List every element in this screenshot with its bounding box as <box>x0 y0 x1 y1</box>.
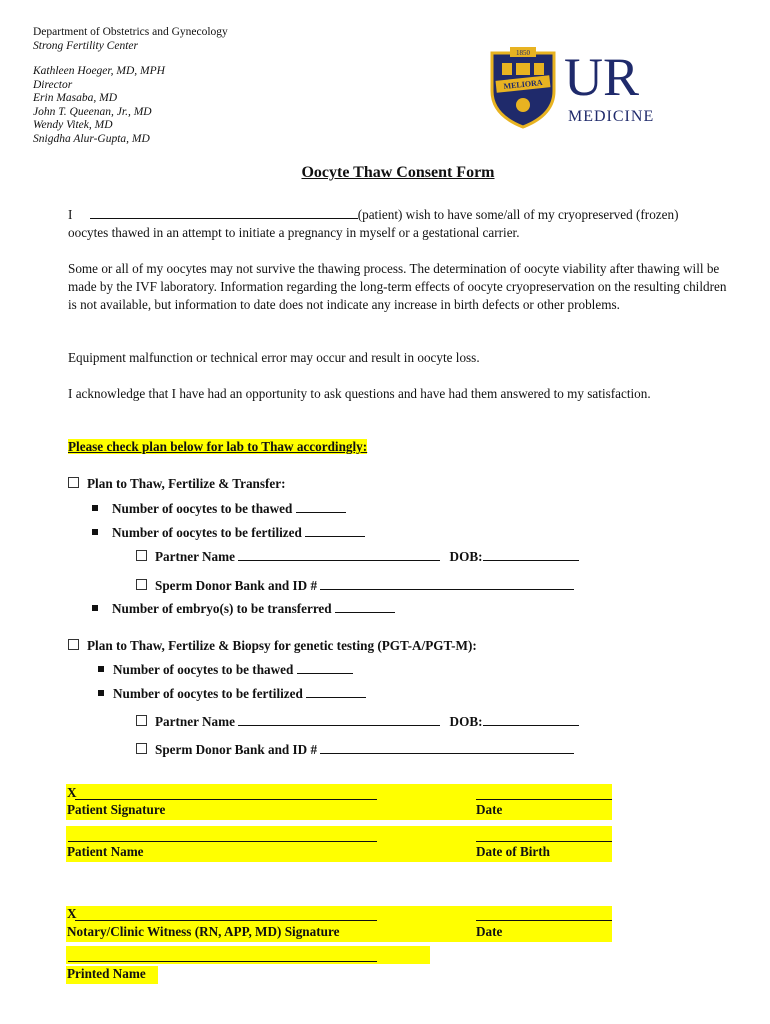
patient-signature-line[interactable] <box>75 799 377 800</box>
department: Department of Obstetrics and Gynecology <box>33 26 228 38</box>
paragraph-equipment: Equipment malfunction or technical error may occur and result in oocyte loss. <box>68 350 480 365</box>
plan1-partner-blank[interactable] <box>238 548 440 561</box>
logo-brand: UR <box>564 47 640 107</box>
plan2-fertilized-row <box>98 685 366 702</box>
dob-line[interactable] <box>476 841 612 842</box>
witness-date-label: Date <box>476 924 503 939</box>
staff-0: Kathleen Hoeger, MD, MPH <box>33 65 165 77</box>
intro-paragraph <box>68 206 728 242</box>
plan1-partner-row <box>136 548 579 565</box>
staff-3: John T. Queenan, Jr., MD <box>33 105 152 118</box>
witness-x-mark: X <box>67 906 77 921</box>
plan1-partner-label: Partner Name <box>155 549 235 564</box>
patient-name-line[interactable] <box>68 841 377 842</box>
bullet-icon <box>98 690 104 696</box>
date-of-birth-label: Date of Birth <box>476 844 550 859</box>
plan1-embryos-blank[interactable] <box>335 600 395 613</box>
patient-date-line[interactable] <box>476 799 612 800</box>
staff-4: Wendy Vitek, MD <box>33 119 113 131</box>
plan1-donor-checkbox[interactable] <box>136 579 147 590</box>
logo-sub: MEDICINE <box>568 108 655 125</box>
plan2-partner-blank[interactable] <box>238 713 440 726</box>
plan2-thawed-label: Number of oocytes to be thawed <box>113 662 294 677</box>
plan1-embryos-label: Number of embryo(s) to be transferred <box>112 601 332 616</box>
page-title: Oocyte Thaw Consent Form <box>301 164 495 181</box>
plan2-partner-checkbox[interactable] <box>136 715 147 726</box>
plan1-donor-row <box>136 577 574 594</box>
patient-x-mark: X <box>67 785 77 800</box>
patient-name-blank[interactable] <box>90 206 358 219</box>
patient-signature-label: Patient Signature <box>67 802 166 817</box>
plan2-thawed-blank[interactable] <box>297 661 353 674</box>
intro-suffix: (patient) wish to have some/all of my cryopreserved (frozen) <box>357 207 679 222</box>
plan2-dob-blank[interactable] <box>483 713 579 726</box>
plan1-title: Plan to Thaw, Fertilize & Transfer: <box>87 476 286 491</box>
letterhead <box>33 26 228 146</box>
logo-motto: MELIORA <box>503 77 543 92</box>
plan1-checkbox[interactable] <box>68 477 79 488</box>
plan1-fertilized-row <box>92 524 365 541</box>
plan2-donor-label: Sperm Donor Bank and ID # <box>155 742 318 757</box>
bullet-icon <box>92 505 98 511</box>
bullet-icon <box>98 666 104 672</box>
plan1-donor-label: Sperm Donor Bank and ID # <box>155 578 318 593</box>
intro-prefix: I <box>68 207 73 222</box>
printed-name-line[interactable] <box>68 961 377 962</box>
printed-name-label: Printed Name <box>67 966 146 981</box>
plan2-checkbox[interactable] <box>68 639 79 650</box>
paragraph-acknowledge: I acknowledge that I have had an opportunity to ask questions and have had them answered to my satisfaction. <box>68 386 651 401</box>
plan1-thawed-row <box>92 500 346 517</box>
plan2-option[interactable] <box>68 638 477 654</box>
center-name: Strong Fertility Center <box>33 39 138 52</box>
plan2-donor-checkbox[interactable] <box>136 743 147 754</box>
paragraph-viability: Some or all of my oocytes may not survive the thawing process. The determination of oocyte viability after thawing will be made by the IVF laboratory. Information regarding the long-term effects of oocyte cryopreservation on the resulting children is not available, but information to date does not indicate any increase in birth defects or other problems. <box>68 261 727 312</box>
patient-name-label: Patient Name <box>67 844 144 859</box>
plan2-fertilized-blank[interactable] <box>306 685 366 698</box>
bullet-icon <box>92 605 98 611</box>
plan2-fertilized-label: Number of oocytes to be fertilized <box>113 686 303 701</box>
instruction <box>68 438 728 456</box>
witness-date-line[interactable] <box>476 920 612 921</box>
bullet-icon <box>92 529 98 535</box>
plan1-dob-label: DOB: <box>449 549 483 564</box>
logo-year: 1850 <box>516 49 530 57</box>
plan2-donor-blank[interactable] <box>320 741 574 754</box>
plan1-embryos-row <box>92 600 395 617</box>
staff-1: Director <box>33 78 73 91</box>
plan1-fertilized-label: Number of oocytes to be fertilized <box>112 525 302 540</box>
ur-medicine-logo <box>488 45 678 130</box>
plan1-thawed-label: Number of oocytes to be thawed <box>112 501 293 516</box>
plan2-donor-row <box>136 741 574 758</box>
plan1-partner-checkbox[interactable] <box>136 550 147 561</box>
plan2-partner-label: Partner Name <box>155 714 235 729</box>
staff-2: Erin Masaba, MD <box>33 92 118 104</box>
plan1-fertilized-blank[interactable] <box>305 524 365 537</box>
plan2-title: Plan to Thaw, Fertilize & Biopsy for genetic testing (PGT-A/PGT-M): <box>87 638 477 653</box>
plan1-option[interactable] <box>68 476 286 492</box>
intro-line2: oocytes thawed in an attempt to initiate a pregnancy in myself or a gestational carrier. <box>68 225 520 240</box>
plan2-dob-label: DOB: <box>449 714 483 729</box>
staff-5: Snigdha Alur-Gupta, MD <box>33 132 150 145</box>
plan1-donor-blank[interactable] <box>320 577 574 590</box>
plan2-thawed-row <box>98 661 353 678</box>
witness-signature-line[interactable] <box>75 920 377 921</box>
date-label: Date <box>476 802 503 817</box>
witness-signature-label: Notary/Clinic Witness (RN, APP, MD) Signature <box>67 924 340 939</box>
plan1-thawed-blank[interactable] <box>296 500 346 513</box>
instruction-text: Please check plan below for lab to Thaw accordingly: <box>68 439 368 454</box>
plan1-dob-blank[interactable] <box>483 548 579 561</box>
plan2-partner-row <box>136 713 579 730</box>
